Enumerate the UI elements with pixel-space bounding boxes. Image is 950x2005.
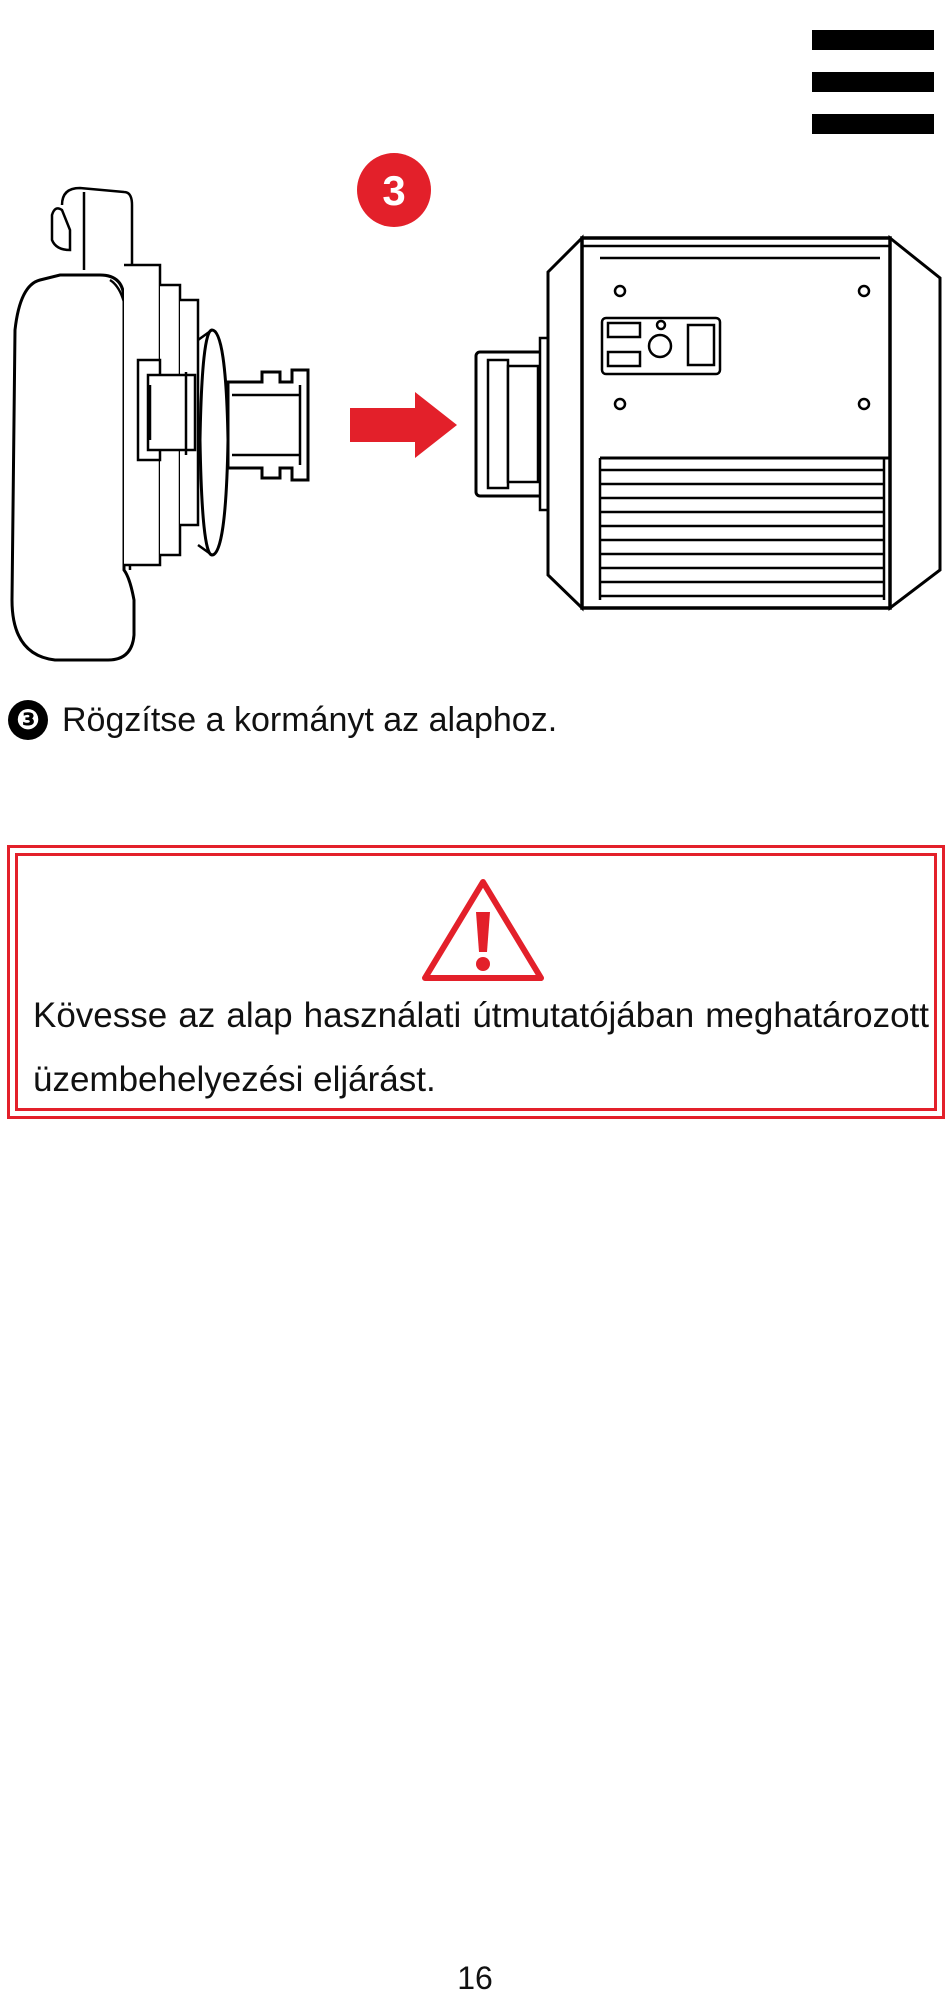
step-number-badge: ❸ <box>8 700 48 740</box>
warning-triangle-icon <box>421 878 545 982</box>
page-number: 16 <box>457 1960 493 1996</box>
installation-illustration <box>0 140 950 670</box>
step-text: Rögzítse a kormányt az alaphoz. <box>62 701 558 739</box>
steering-wheel-icon <box>12 188 308 660</box>
menu-button[interactable] <box>808 26 938 138</box>
warning-text: Kövesse az alap használati útmutatójában meghatározott üzembehelyezési eljárást. <box>33 996 929 1099</box>
direction-arrow-icon <box>350 392 457 458</box>
menu-bar-middle <box>812 72 934 92</box>
step-marker-icon <box>357 153 431 227</box>
step-marker-label: 3 <box>382 167 406 214</box>
menu-bar-bottom <box>812 114 934 134</box>
menu-bar-top <box>812 30 934 50</box>
warning-box <box>7 845 945 1119</box>
warning-box-inner <box>15 853 937 1111</box>
base-unit-icon <box>476 238 940 608</box>
step-instruction <box>8 700 557 740</box>
